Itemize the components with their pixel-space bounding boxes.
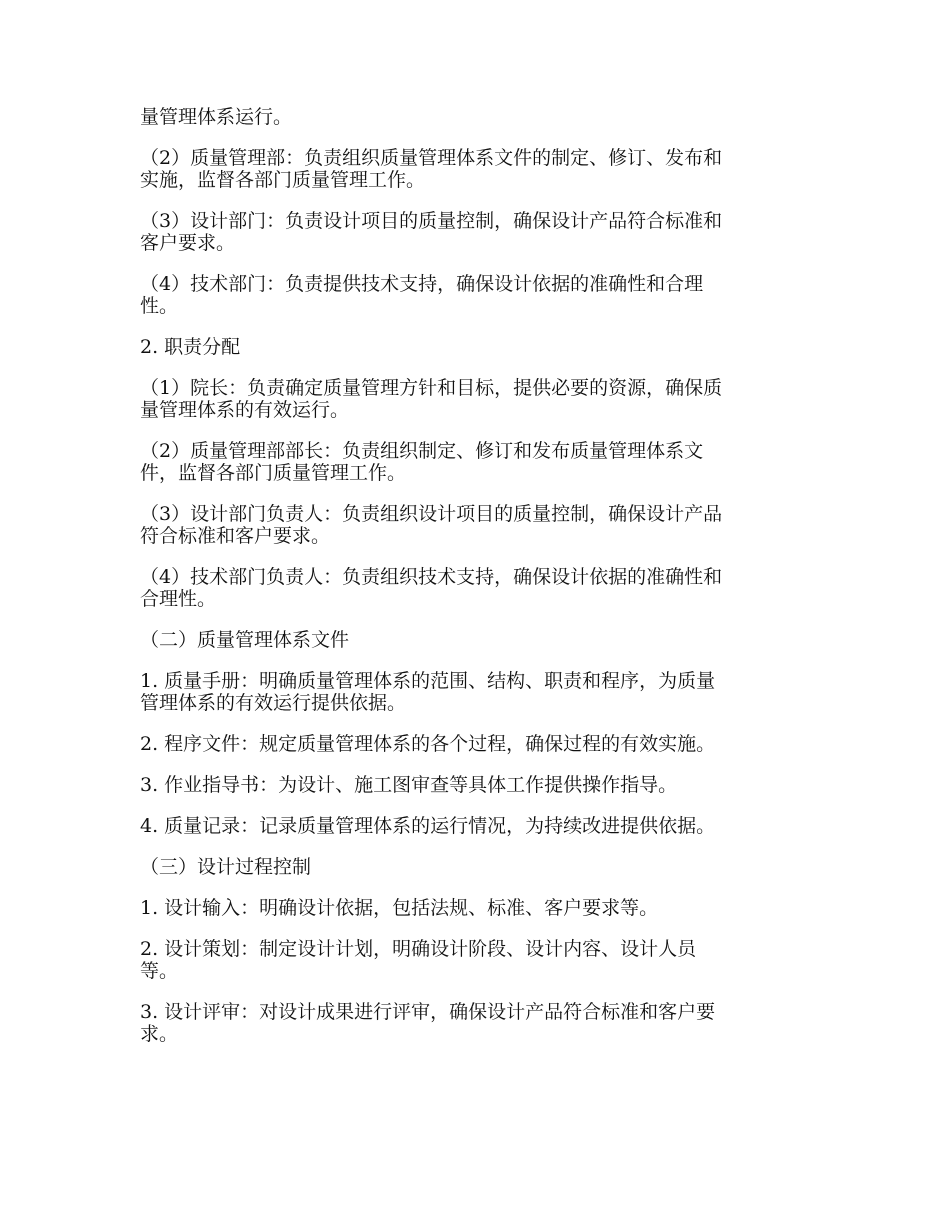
paragraph: [140, 147, 810, 191]
text-line: 3. 作业指导书：为设计、施工图审查等具体工作提供操作指导。: [140, 774, 678, 796]
text-line: （三）设计过程控制: [140, 856, 312, 878]
paragraph: [140, 1001, 810, 1045]
text-line: 等。: [140, 960, 179, 982]
document-body: [140, 106, 810, 1064]
section-heading: [140, 629, 810, 651]
text-line: （3）设计部门负责人：负责组织设计项目的质量控制，确保设计产品: [140, 503, 723, 525]
text-line: 性。: [140, 295, 179, 317]
paragraph: [140, 566, 810, 610]
paragraph: [140, 897, 810, 919]
text-line: 1. 设计输入：明确设计依据，包括法规、标准、客户要求等。: [140, 897, 659, 919]
text-line: 4. 质量记录：记录质量管理体系的运行情况，为持续改进提供依据。: [140, 815, 716, 837]
paragraph: [140, 106, 810, 128]
text-line: 1. 质量手册：明确质量管理体系的范围、结构、职责和程序，为质量: [140, 670, 716, 692]
paragraph: [140, 938, 810, 982]
text-line: 管理体系的有效运行提供依据。: [140, 692, 407, 714]
paragraph: [140, 210, 810, 254]
text-line: 实施，监督各部门质量管理工作。: [140, 169, 426, 191]
text-line: 量管理体系的有效运行。: [140, 399, 350, 421]
text-line: 2. 程序文件：规定质量管理体系的各个过程，确保过程的有效实施。: [140, 733, 716, 755]
paragraph: [140, 377, 810, 421]
text-line: （二）质量管理体系文件: [140, 629, 350, 651]
text-line: 合理性。: [140, 588, 217, 610]
paragraph: [140, 733, 810, 755]
text-line: （3）设计部门：负责设计项目的质量控制，确保设计产品符合标准和: [140, 210, 723, 232]
text-line: （2）质量管理部：负责组织质量管理体系文件的制定、修订、发布和: [140, 147, 723, 169]
text-line: 客户要求。: [140, 232, 236, 254]
paragraph: [140, 774, 810, 796]
text-line: （4）技术部门负责人：负责组织技术支持，确保设计依据的准确性和: [140, 566, 723, 588]
text-line: （4）技术部门：负责提供技术支持，确保设计依据的准确性和合理: [140, 273, 704, 295]
text-line: 2. 设计策划：制定设计计划，明确设计阶段、设计内容、设计人员: [140, 938, 697, 960]
paragraph: [140, 815, 810, 837]
section-heading: [140, 856, 810, 878]
text-line: （1）院长：负责确定质量管理方针和目标，提供必要的资源，确保质: [140, 377, 723, 399]
text-line: 符合标准和客户要求。: [140, 525, 331, 547]
text-line: 2. 职责分配: [140, 336, 241, 358]
paragraph: [140, 670, 810, 714]
text-line: （2）质量管理部部长：负责组织制定、修订和发布质量管理体系文: [140, 440, 704, 462]
text-line: 求。: [140, 1023, 179, 1045]
section-heading: [140, 336, 810, 358]
paragraph: [140, 503, 810, 547]
paragraph: [140, 273, 810, 317]
text-line: 量管理体系运行。: [140, 106, 293, 128]
paragraph: [140, 440, 810, 484]
text-line: 3. 设计评审：对设计成果进行评审，确保设计产品符合标准和客户要: [140, 1001, 716, 1023]
text-line: 件，监督各部门质量管理工作。: [140, 462, 407, 484]
